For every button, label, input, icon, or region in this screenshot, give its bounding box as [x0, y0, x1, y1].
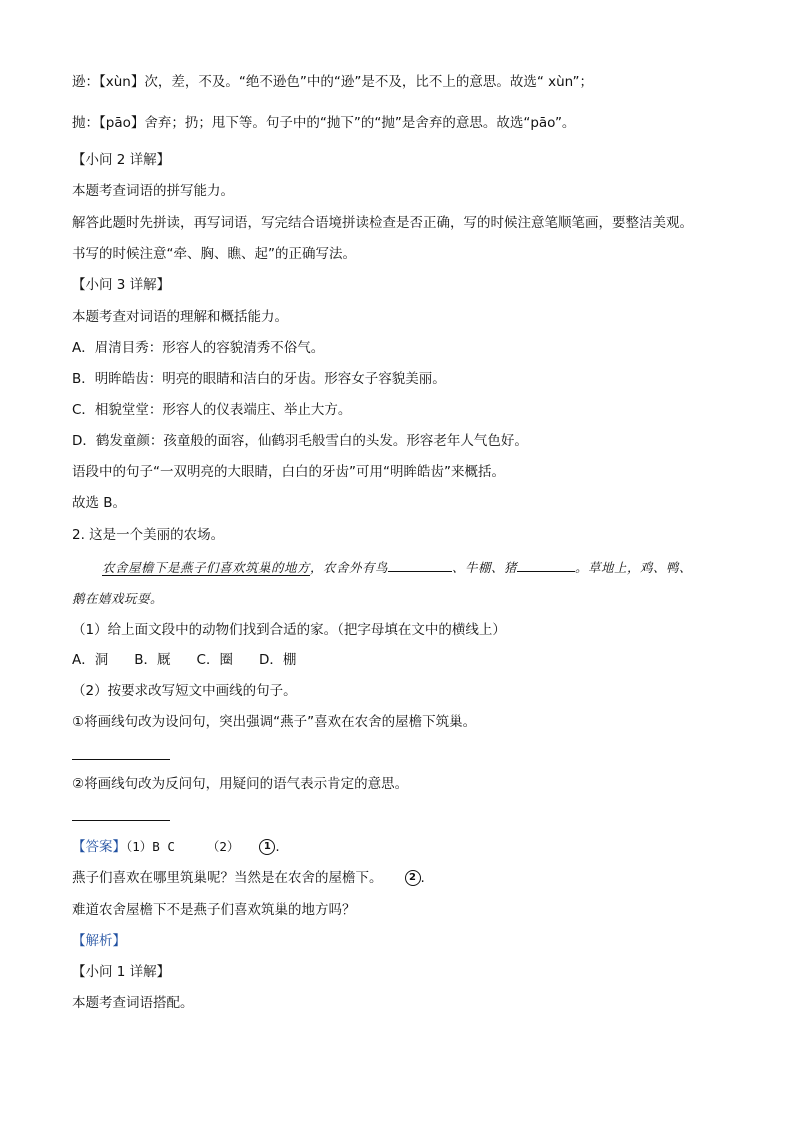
- option-b: B．厩: [134, 652, 171, 668]
- passage-line-1: [102, 557, 692, 578]
- text-line: 本题考查词语的拼写能力。: [72, 183, 234, 199]
- text-line: 逊：【xùn】次，差，不及。“绝不逊色”中的“逊”是不及，比不上的意思。故选“ xùn”；: [72, 74, 593, 90]
- answer-tag: 【答案】: [72, 839, 126, 855]
- sub-question-item: ②将画线句改为反问句，用疑问的语气表示肯定的意思。: [72, 776, 409, 792]
- passage-line-2: 鹅在嬉戏玩耍。: [72, 591, 164, 606]
- answer-blank[interactable]: [388, 557, 452, 572]
- answer-line[interactable]: [72, 820, 170, 821]
- option-line: A．眉清目秀：形容人的容貌清秀不俗气。: [72, 340, 325, 356]
- analysis-tag: 【解析】: [72, 933, 126, 949]
- text-line: 解答此题时先拼读，再写词语，写完结合语境拼读检查是否正确，写的时候注意笔顺笔画，要整洁美观。: [72, 215, 693, 231]
- text-line: 语段中的句子“一双明亮的大眼睛，白白的牙齿”可用“明眸皓齿”来概括。: [72, 464, 505, 480]
- answer-row: [72, 837, 280, 857]
- option-d: D．棚: [258, 652, 297, 668]
- option-line: C．相貌堂堂：形容人的仪表端庄、举止大方。: [72, 402, 352, 418]
- dot: .: [420, 870, 425, 886]
- section-heading: 【小问 2 详解】: [72, 152, 171, 168]
- circled-number-2: 2: [405, 870, 421, 886]
- question-title: 2. 这是一个美丽的农场。: [72, 527, 225, 543]
- answer-text-row: [72, 868, 425, 888]
- sub-question-item: ①将画线句改为设问句，突出强调“燕子”喜欢在农舍的屋檐下筑巢。: [72, 714, 477, 730]
- text-line: 本题考查词语搭配。: [72, 995, 194, 1011]
- option-a: A．洞: [72, 652, 109, 668]
- sub-question: （2）按要求改写短文中画线的句子。: [72, 683, 297, 699]
- section-heading: 【小问 3 详解】: [72, 277, 171, 293]
- sub-question: （1）给上面文段中的动物们找到合适的家。（把字母填在文中的横线上）: [72, 622, 506, 638]
- dot: .: [275, 839, 280, 855]
- passage-text: 、牛棚、猪: [452, 560, 518, 575]
- text-line: 故选 B。: [72, 495, 127, 511]
- text-line: 抛：【pāo】舍弃；扔；甩下等。句子中的“抛下”的“抛”是舍弃的意思。故选“pāo”。: [72, 115, 576, 131]
- option-c: C．圈: [196, 652, 233, 668]
- passage-text: ，农舍外有鸟: [310, 560, 389, 575]
- options-row: [72, 650, 296, 670]
- answer-blank[interactable]: [517, 557, 575, 572]
- answer-text: 难道农舍屋檐下不是燕子们喜欢筑巢的地方吗？: [72, 902, 356, 918]
- answer-part-1: （1）B C: [126, 839, 175, 854]
- answer-part-2: （2）: [206, 839, 240, 854]
- text-line: 本题考查对词语的理解和概括能力。: [72, 309, 288, 325]
- option-line: B．明眸皓齿：明亮的眼睛和洁白的牙齿。形容女子容貌美丽。: [72, 371, 446, 387]
- underlined-sentence: 农舍屋檐下是燕子们喜欢筑巢的地方: [102, 560, 311, 575]
- answer-text: 燕子们喜欢在哪里筑巢呢？当然是在农舍的屋檐下。: [72, 870, 383, 886]
- text-line: 书写的时候注意“牵、胸、瞧、起”的正确写法。: [72, 246, 356, 262]
- answer-line[interactable]: [72, 759, 170, 760]
- circled-number-1: 1: [259, 839, 275, 855]
- option-line: D．鹤发童颜：孩童般的面容，仙鹤羽毛般雪白的头发。形容老年人气色好。: [72, 433, 528, 449]
- section-heading: 【小问 1 详解】: [72, 964, 171, 980]
- passage-text: 。草地上，鸡、鸭、: [575, 560, 693, 575]
